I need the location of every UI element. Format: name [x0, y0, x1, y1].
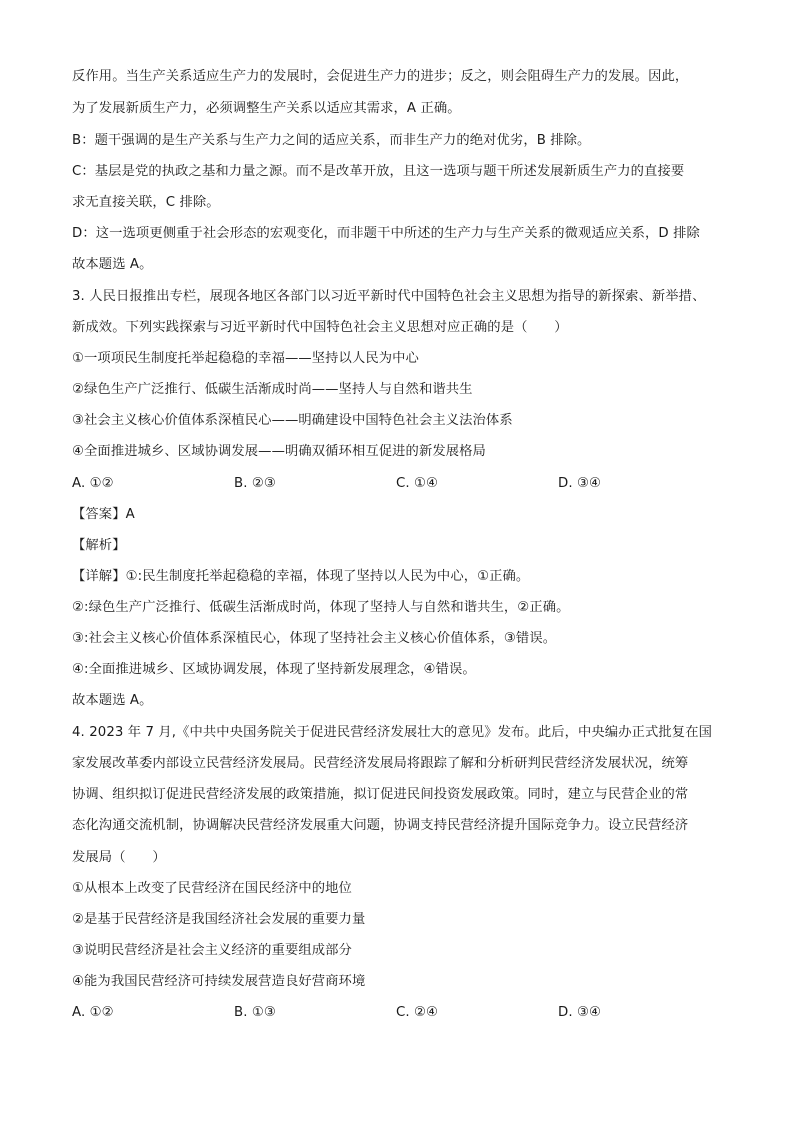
question-4-statement: ④能为我国民营经济可持续发展营造良好营商环境 [72, 974, 366, 989]
option-d: D. ③④ [558, 1005, 602, 1020]
text-line: 反作用。当生产关系适应生产力的发展时，会促进生产力的进步；反之，则会阻碍生产力的发展。因此， [72, 69, 689, 84]
question-3-options [72, 475, 722, 493]
question-4-stem: 4. 2023 年 7 月,《中共中央国务院关于促进民营经济发展壮大的意见》发布。此后，中央编办正式批复在国 [72, 725, 712, 740]
text-line: D：这一选项更侧重于社会形态的宏观变化，而非题干中所述的生产力与生产关系的微观适应关系，D 排除 [72, 226, 700, 241]
question-3-statement: ②绿色生产广泛推行、低碳生活渐成时尚——坚持人与自然和谐共生 [72, 382, 473, 397]
option-d: D. ③④ [558, 476, 602, 491]
answer-line: 【答案】A [72, 507, 135, 522]
text-line: B：题干强调的是生产关系与生产力之间的适应关系，而非生产力的绝对优劣，B 排除。 [72, 133, 591, 148]
question-4-statement: ①从根本上改变了民营经济在国民经济中的地位 [72, 881, 352, 896]
option-b: B. ①③ [234, 1005, 276, 1020]
question-4-options [72, 1004, 722, 1022]
option-c: C. ①④ [396, 476, 439, 491]
question-4-statement: ②是基于民营经济是我国经济社会发展的重要力量 [72, 912, 366, 927]
question-4-stem: 态化沟通交流机制，协调解决民营经济发展重大问题，协调支持民营经济提升国际竞争力。设立民营经济 [72, 818, 689, 833]
question-3-statement: ③社会主义核心价值体系深植民心——明确建设中国特色社会主义法治体系 [72, 413, 513, 428]
analysis-label: 【解析】 [72, 538, 126, 553]
text-line: 为了发展新质生产力，必须调整生产关系以适应其需求，A 正确。 [72, 101, 461, 116]
text-line: C：基层是党的执政之基和力量之源。而不是改革开放，且这一选项与题干所述发展新质生产力的直接要 [72, 164, 685, 179]
text-line: 求无直接关联，C 排除。 [72, 195, 220, 210]
detail-line: ③:社会主义核心价值体系深植民心，体现了坚持社会主义核心价值体系，③错误。 [72, 631, 557, 646]
question-4-stem: 家发展改革委内部设立民营经济发展局。民营经济发展局将跟踪了解和分析研判民营经济发展状况，统筹 [72, 756, 689, 771]
detail-line: 【详解】①:民生制度托举起稳稳的幸福，体现了坚持以人民为中心，①正确。 [72, 569, 530, 584]
text-line: 故本题选 A。 [72, 257, 153, 272]
question-4-statement: ③说明民营经济是社会主义经济的重要组成部分 [72, 943, 352, 958]
question-4-stem: 协调、组织拟订促进民营经济发展的政策措施，拟订促进民间投资发展政策。同时，建立与民营企业的常 [72, 787, 689, 802]
option-c: C. ②④ [396, 1005, 439, 1020]
option-b: B. ②③ [234, 476, 276, 491]
detail-line: 故本题选 A。 [72, 693, 153, 708]
option-a: A. ①② [72, 1005, 114, 1020]
question-3-statement: ④全面推进城乡、区域协调发展——明确双循环相互促进的新发展格局 [72, 444, 486, 459]
question-3-statement: ①一项项民生制度托举起稳稳的幸福——坚持以人民为中心 [72, 351, 419, 366]
detail-line: ④:全面推进城乡、区域协调发展，体现了坚持新发展理念，④错误。 [72, 662, 476, 677]
detail-line: ②:绿色生产广泛推行、低碳生活渐成时尚，体现了坚持人与自然和谐共生，②正确。 [72, 600, 570, 615]
question-3-stem: 新成效。下列实践探索与习近平新时代中国特色社会主义思想对应正确的是（ ） [72, 320, 568, 335]
option-a: A. ①② [72, 476, 114, 491]
question-3-stem: 3. 人民日报推出专栏，展现各地区各部门以习近平新时代中国特色社会主义思想为指导的新探索、新举措、 [72, 289, 706, 304]
question-4-stem: 发展局（ ） [72, 850, 166, 865]
